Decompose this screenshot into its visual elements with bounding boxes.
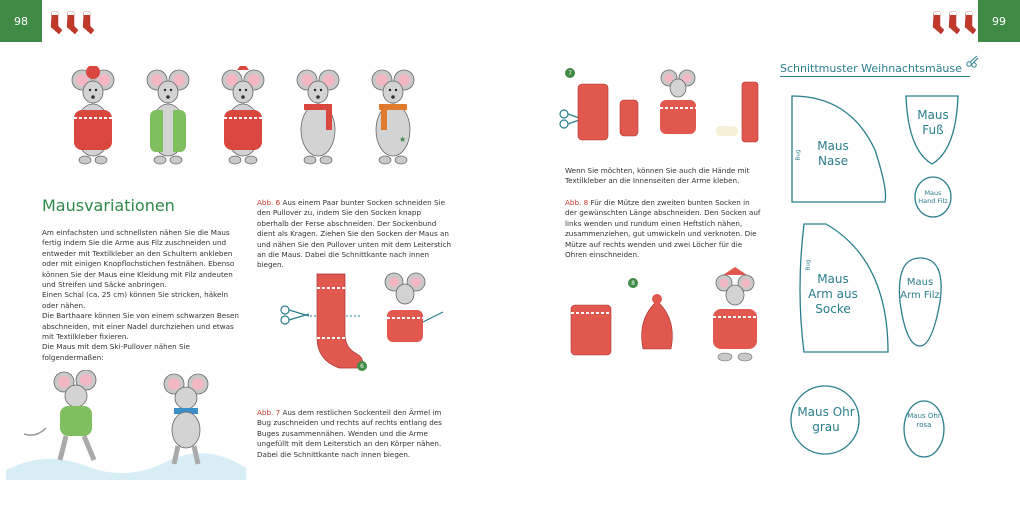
intro-paragraph: Einen Schal (ca. 25 cm) können Sie stricken, häkeln oder nähen. <box>42 290 229 310</box>
figure-label-8: Abb. 8 <box>565 198 589 207</box>
intro-text <box>42 228 240 363</box>
intro-paragraph: Die Barthaare können Sie von einem schwarzen Besen abschneiden, mit einer Nadel durchziehen und etwas mit Textilkleber fixieren. <box>42 311 239 342</box>
page-number-right: 99 <box>978 0 1020 42</box>
mice-variations-illustration <box>58 66 438 176</box>
stockings-left-icon <box>48 10 98 40</box>
step-8-body: Für die Mütze den zweiten bunten Socken in der gewünschten Länge abschneiden. Den Socken auf links wenden und rundum einen Heftstich nähen, zusammenziehen, gut umwickeln und verknoten. Die Mütze auf rechts wenden und zwei Löcher für die Ohren einschneiden. <box>565 198 761 260</box>
pattern-label-nose: Maus Nase <box>817 139 849 168</box>
pattern-bug-label: Bug <box>805 259 812 271</box>
pattern-label-ear-pink: Maus Ohr rosa <box>907 412 941 429</box>
pattern-label-ear-grey: Maus Ohr grau <box>797 405 855 434</box>
step-6-body: Aus einem Paar bunter Socken schneiden Sie den Pullover zu, indem Sie den Socken knapp oberhalb der Ferse abschneiden. Der Sockenbund dient als Kragen. Ziehen Sie den Socken der Maus an und nähen Sie den Pullover unten mit dem Leiterstich an die Maus. Dabei die Schnittkante nach innen biegen. <box>257 198 452 270</box>
section-heading: Mausvariationen <box>42 196 175 215</box>
pattern-title-underline <box>780 76 970 77</box>
figure-label-6: Abb. 6 <box>257 198 281 207</box>
step-6-text <box>257 198 455 271</box>
pattern-label-arm-sock: Maus Arm aus Socke <box>808 272 858 316</box>
stockings-right-icon <box>930 10 980 40</box>
figure-label-7: Abb. 7 <box>257 408 281 417</box>
step-8-text <box>565 198 763 260</box>
scissors-icon <box>281 306 309 324</box>
pattern-label-hand: Maus Hand Filz <box>918 189 948 206</box>
page-number-left: 98 <box>0 0 42 42</box>
scissors-icon <box>966 54 980 68</box>
hands-paragraph: Wenn Sie möchten, können Sie auch die Hände mit Textilkleber an die Innenseiten der Arme kleben. <box>565 166 750 186</box>
arm-sewing-illustration <box>558 66 768 156</box>
pattern-label-foot: Maus Fuß <box>917 108 949 137</box>
hat-sewing-illustration <box>565 265 775 365</box>
intro-paragraph: Die Maus mit dem Ski-Pullover nähen Sie folgendermaßen: <box>42 342 190 362</box>
svg-text:★: ★ <box>399 135 407 144</box>
pattern-bug-label: Bug <box>795 149 802 161</box>
intro-paragraph: Am einfachsten und schnellsten nähen Sie die Maus fertig indem Sie die Arme aus Filz zuschneiden und entweder mit Textilkleber an den Schultern ankleben oder mit einigen Knopflochstichen festnähen. Ebenso können Sie der Maus eine Kleidung mit Filz andeuten und Streifen und Säcke anbringen. <box>42 228 235 290</box>
figure-badge-7: 7 <box>565 68 575 78</box>
step-7-body: Aus dem restlichen Sockenteil den Ärmel im Bug zuschneiden und rechts auf rechts entlang des Buges zusammennähen. Wenden und die Arme ungefüllt mit dem Leiterstich an den Körper nähen. Dabei die Schnittkante nach innen biegen. <box>257 408 442 459</box>
dancing-mice-illustration <box>6 370 246 480</box>
pattern-title: Schnittmuster Weihnachtsmäuse <box>780 62 962 75</box>
hands-text <box>565 166 763 187</box>
figure-badge-8: 8 <box>628 278 638 288</box>
step-7-text <box>257 408 455 460</box>
figure-badge-6: 6 <box>357 361 367 371</box>
pattern-label-arm-felt: Maus Arm Filz <box>900 277 940 301</box>
